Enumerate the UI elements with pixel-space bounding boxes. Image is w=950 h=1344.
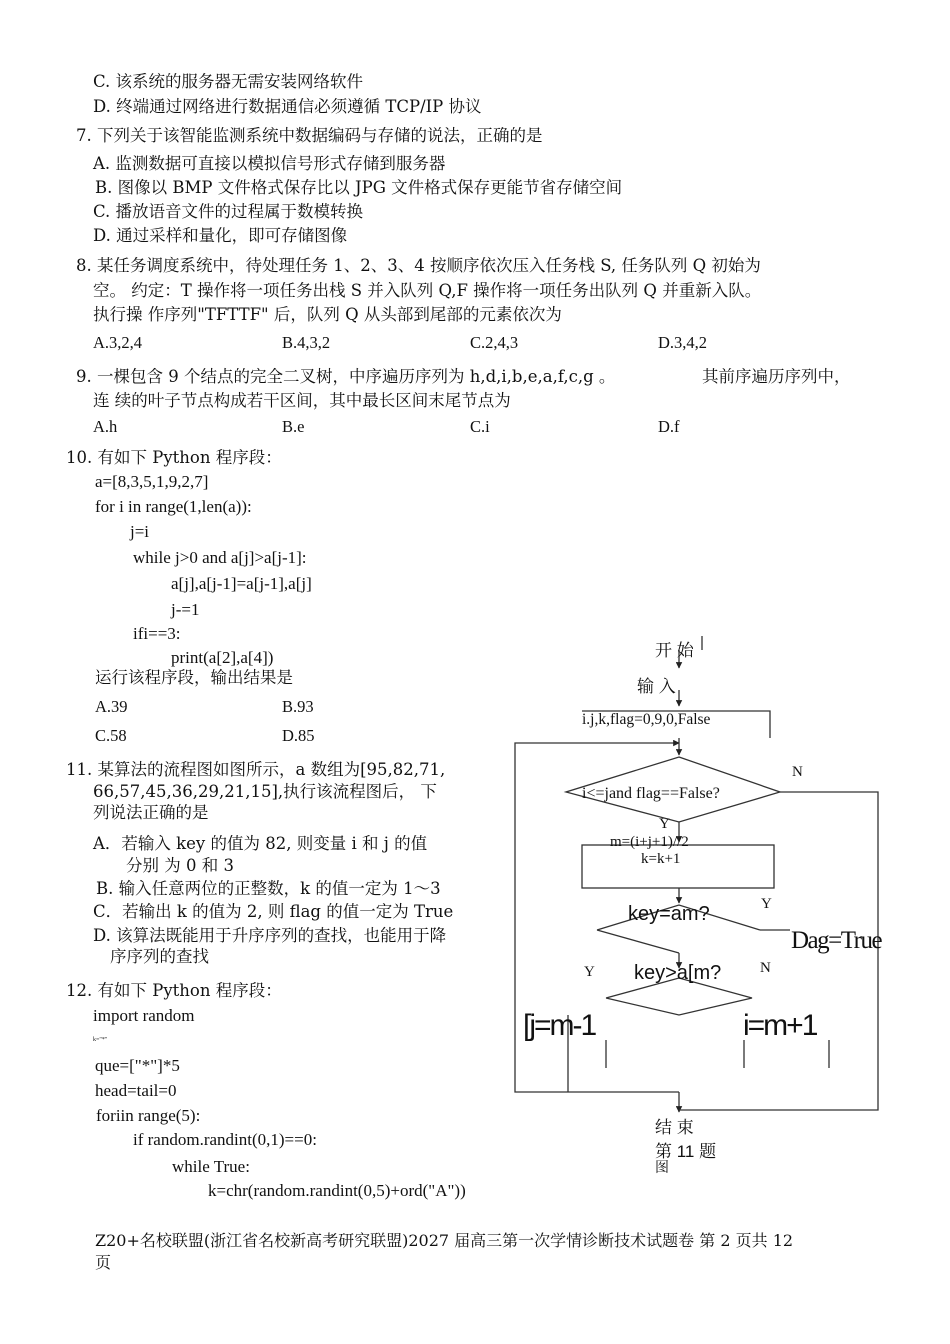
q10-option-b: B.93 — [282, 697, 314, 716]
q12-stem: 12. 有如下 Python 程序段： — [66, 981, 282, 1000]
q11-option-b: B. 输入任意两位的正整数，k 的值一定为 1～3 — [96, 879, 441, 898]
q7-option-c: C. 播放语音文件的过程属于数模转换 — [93, 202, 364, 221]
flow-right-assign: i=m+1 — [743, 1009, 817, 1042]
flow-y-label: Y — [659, 816, 670, 832]
q10-code-line: j-=1 — [171, 600, 200, 619]
q12-code-line: que=["*"]*5 — [95, 1056, 180, 1075]
q6-option-c: C. 该系统的服务器无需安装网络软件 — [93, 72, 364, 91]
q8-option-d: D.3,4,2 — [658, 333, 708, 352]
flow-condition-2: key=am? — [628, 903, 710, 925]
q11-option-a-cont: 分别 为 0 和 3 — [126, 856, 234, 875]
q9-option-b: B.e — [282, 417, 305, 436]
flow-caption: 第 11 题 — [655, 1142, 717, 1161]
q8-option-b: B.4,3,2 — [282, 333, 331, 352]
q9-option-d: D.f — [658, 417, 680, 436]
q11-option-c: C．若输出 k 的值为 2, 则 flag 的值一定为 True — [93, 902, 454, 921]
flow-y-label: Y — [584, 964, 595, 980]
page-footer: Z20+名校联盟(浙江省名校新高考研究联盟)2027 届高三第一次学情诊断技术试题卷 第 2 页共 12 — [95, 1231, 794, 1250]
q12-code-line: k="*" — [93, 1037, 108, 1043]
q10-code-line: a=[8,3,5,1,9,2,7] — [95, 472, 209, 491]
q10-option-a: A.39 — [95, 697, 128, 716]
q9-line-1: 9. 一棵包含 9 个结点的完全二叉树，中序遍历序列为 h,d,i,b,e,a,f,c,g 。 — [76, 367, 616, 386]
flow-n-label: N — [792, 764, 803, 780]
q7-option-d: D. 通过采样和量化，即可存储图像 — [93, 226, 348, 245]
q8-line-2: 空。 约定：T 操作将一项任务出栈 S 并入队列 Q,F 操作将一项任务出队列 Q 并重新入队。 — [93, 281, 762, 300]
flow-caption-cont: 图 — [655, 1159, 669, 1175]
q10-code-line: ifi==3: — [133, 624, 181, 643]
q8-line-3: 执行操 作序列"TFTTF" 后，队列 Q 从头部到尾部的元素依次为 — [93, 305, 562, 324]
q10-result-text: 运行该程序段，输出结果是 — [95, 668, 293, 687]
q10-code-line: print(a[2],a[4]) — [171, 648, 274, 667]
q11-line-3: 列说法正确的是 — [93, 803, 209, 822]
flow-calc-m: m=(i+j+1)//2 — [610, 834, 689, 850]
q10-option-d: D.85 — [282, 726, 315, 745]
flow-condition-3: key>a[m? — [634, 962, 722, 984]
q7-option-a: A. 监测数据可直接以模拟信号形式存储到服务器 — [93, 154, 446, 173]
q9-line-2: 连 续的叶子节点构成若干区间，其中最长区间末尾节点为 — [93, 391, 511, 410]
flow-end: 结 束 — [655, 1118, 694, 1137]
q8-line-1: 8. 某任务调度系统中，待处理任务 1、2、3、4 按顺序依次压入任务栈 S, 任务队列 Q 初始为 — [76, 256, 761, 275]
q9-option-c: C.i — [470, 417, 490, 436]
flow-calc-k: k=k+1 — [641, 851, 681, 867]
q10-code-line: j=i — [130, 522, 150, 541]
q10-code-line: a[j],a[j-1]=a[j-1],a[j] — [171, 574, 312, 593]
page-footer-cont: 页 — [95, 1253, 112, 1272]
q12-code-line: while True: — [172, 1157, 250, 1176]
q9-line-1b: 其前序遍历序列中， — [702, 367, 851, 386]
q10-option-c: C.58 — [95, 726, 127, 745]
flow-left-assign: [j=m-1 — [523, 1009, 596, 1042]
q9-option-a: A.h — [93, 417, 118, 436]
flow-input: 输 入 — [637, 677, 676, 696]
q6-option-d: D. 终端通过网络进行数据通信必须遵循 TCP/IP 协议 — [93, 97, 482, 116]
q11-option-d: D. 该算法既能用于升序序列的查找，也能用于降 — [93, 926, 447, 945]
q8-option-a: A.3,2,4 — [93, 333, 143, 352]
flow-y-label: Y — [761, 896, 772, 912]
q8-option-c: C.2,4,3 — [470, 333, 519, 352]
flow-condition-1: i<=jand flag==False? — [582, 785, 720, 802]
flow-flag-assign: Dag=True — [791, 927, 882, 954]
q12-code-line: if random.randint(0,1)==0: — [133, 1130, 317, 1149]
q7-stem: 7. 下列关于该智能监测系统中数据编码与存储的说法，正确的是 — [76, 126, 543, 145]
q10-stem: 10. 有如下 Python 程序段： — [66, 448, 282, 467]
q12-code-line: import random — [93, 1006, 195, 1025]
q10-code-line: for i in range(1,len(a)): — [95, 497, 252, 516]
q11-option-a: A．若输入 key 的值为 82, 则变量 i 和 j 的值 — [93, 834, 428, 853]
q12-code-line: foriin range(5): — [96, 1106, 201, 1125]
q12-code-line: head=tail=0 — [95, 1081, 177, 1100]
q11-option-d-cont: 序序列的查找 — [110, 947, 209, 966]
q11-line-2: 66,57,45,36,29,21,15],执行该流程图后， 下 — [93, 782, 437, 801]
condition-2-diamond — [597, 930, 679, 953]
q12-code-line: k=chr(random.randint(0,5)+ord("A")) — [208, 1181, 466, 1200]
q7-option-b: B. 图像以 BMP 文件格式保存比以 JPG 文件格式保存更能节省存储空间 — [95, 178, 623, 197]
flow-init: i.j,k,flag=0,9,0,False — [582, 711, 711, 728]
q11-line-1: 11. 某算法的流程图如图所示，a 数组为[95,82,71, — [66, 760, 446, 779]
q10-code-line: while j>0 and a[j]>a[j-1]: — [133, 548, 307, 567]
flow-n-label: N — [760, 960, 771, 976]
flow-start: 开 始 — [655, 641, 694, 660]
